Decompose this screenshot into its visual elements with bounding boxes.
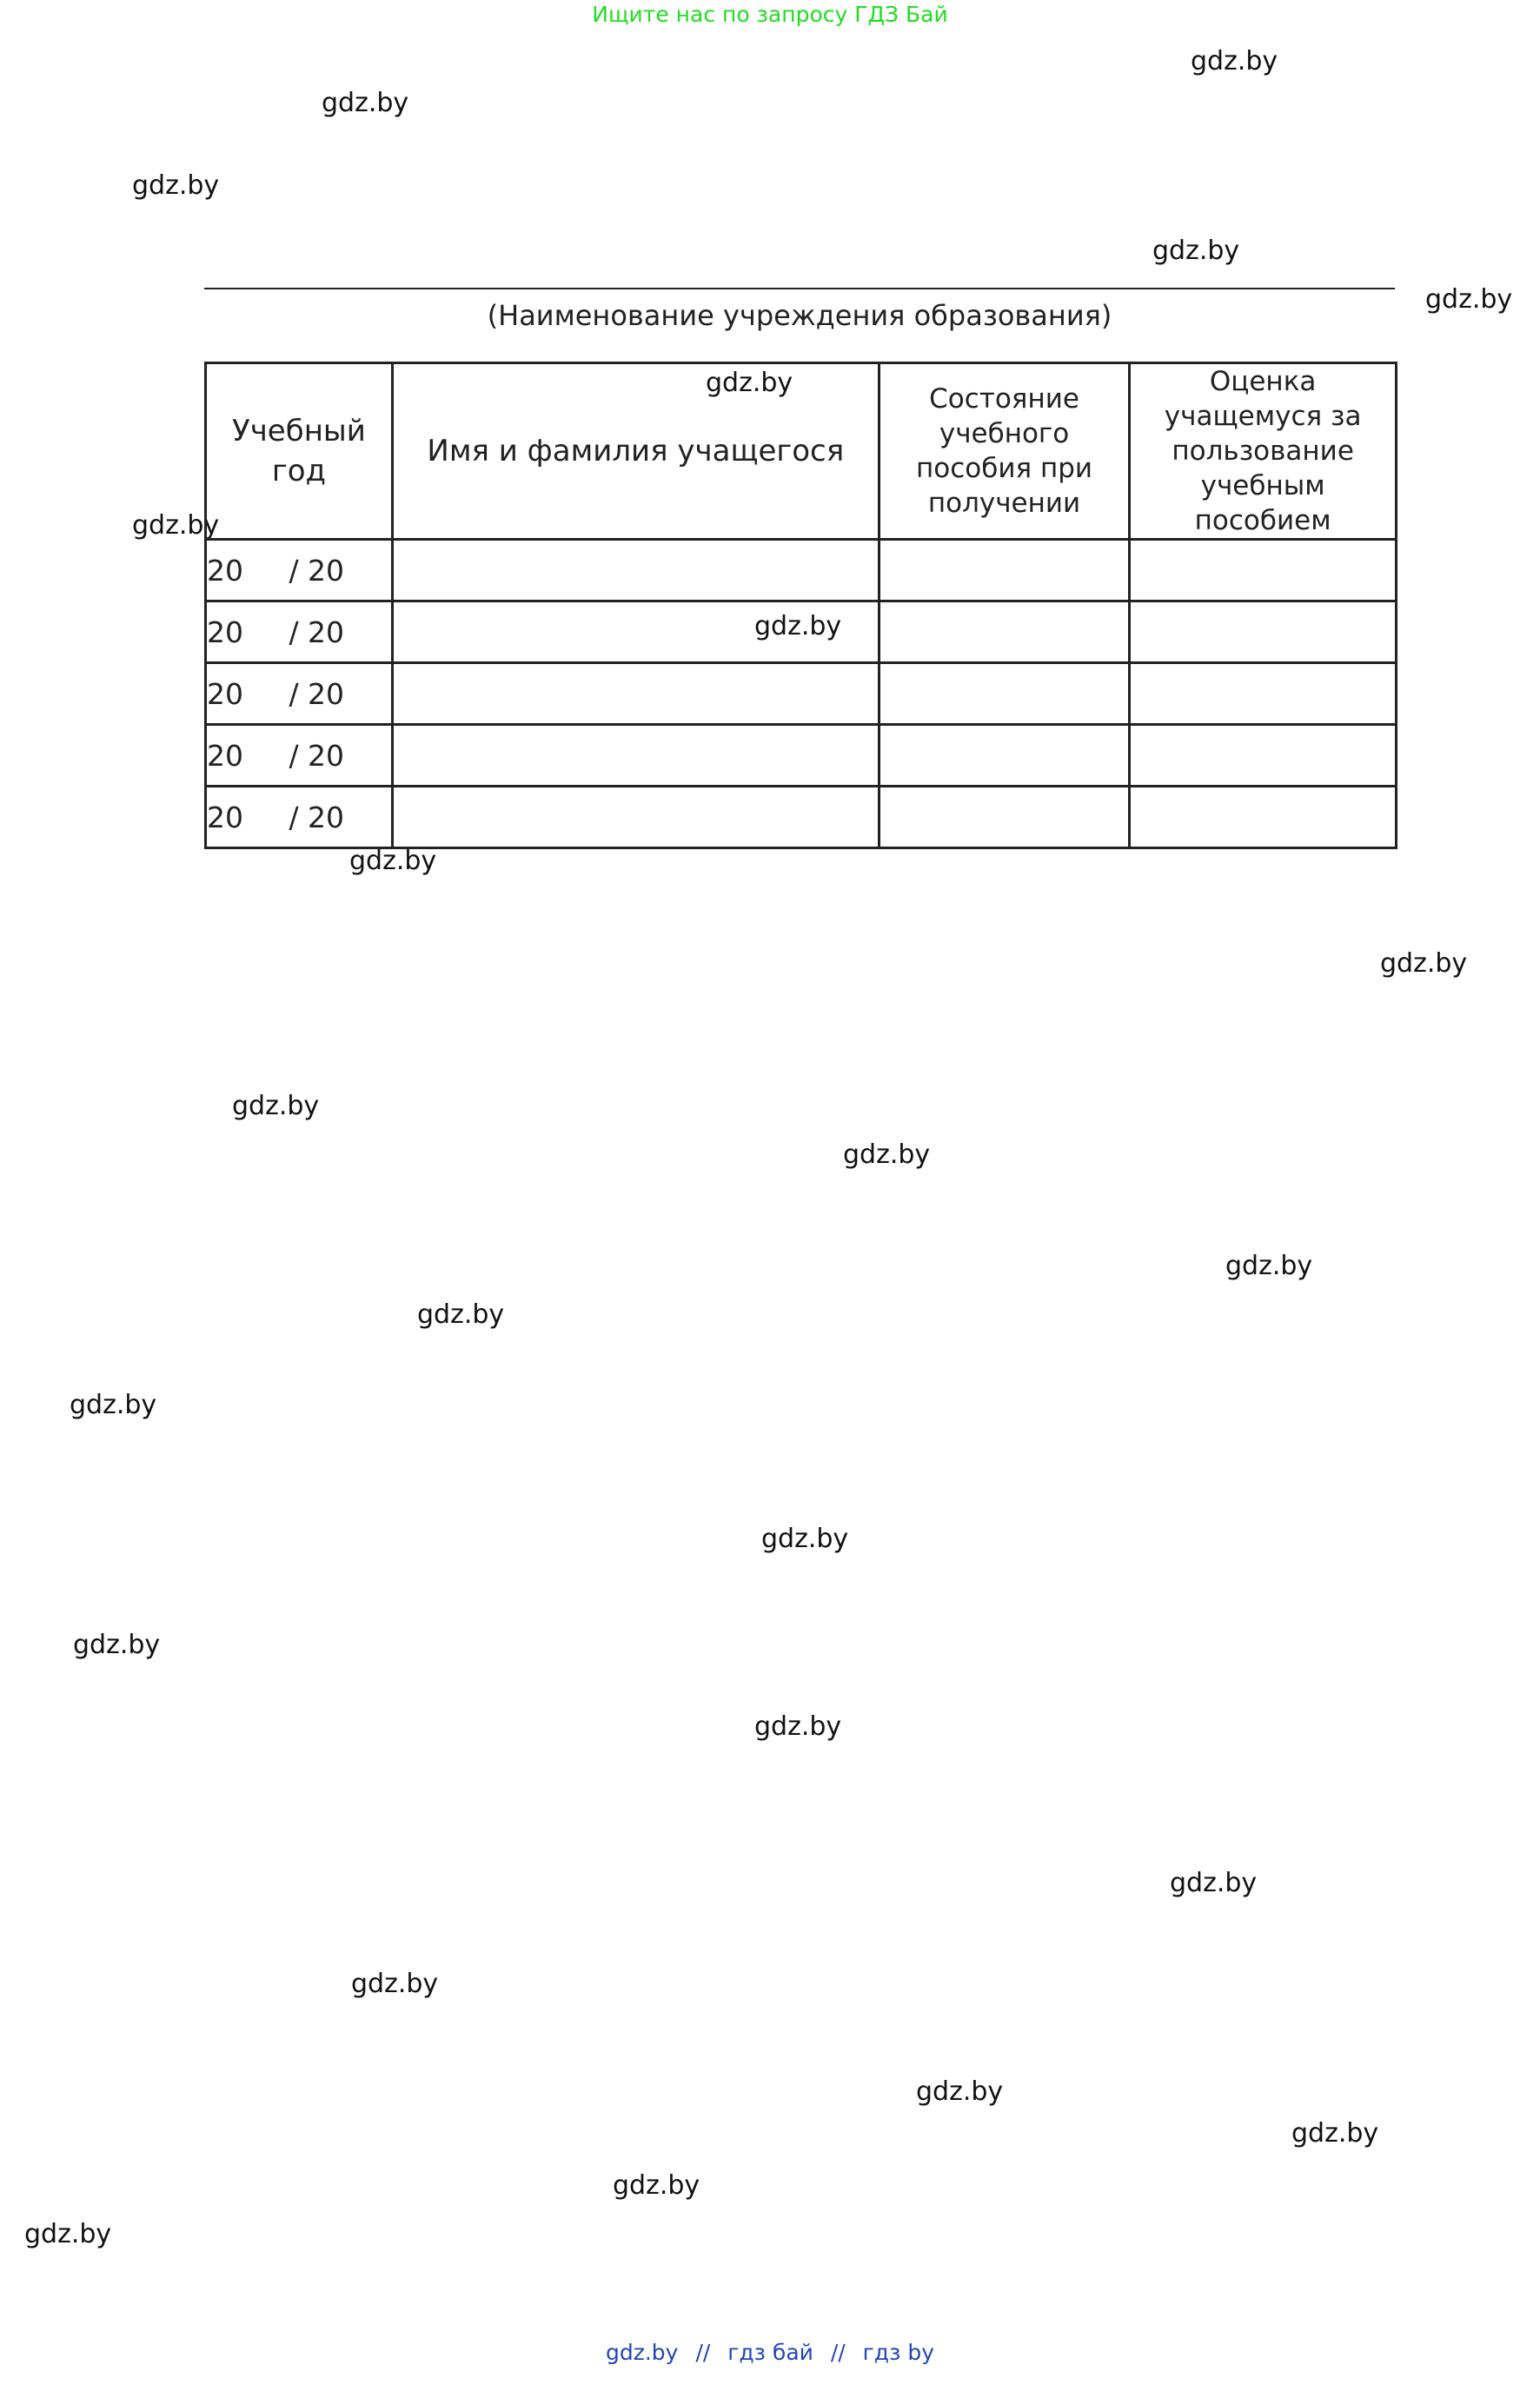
watermark: gdz.by (1225, 1251, 1313, 1281)
table-header-row (206, 363, 1397, 540)
institution-caption: (Наименование учреждения образования) (487, 299, 1112, 332)
footer-link-gdz-by[interactable]: gdz.by (606, 2340, 679, 2365)
watermark: gdz.by (351, 1969, 439, 1999)
header-student-name: Имя и фамилия учащегося (392, 363, 879, 540)
watermark: gdz.by (1291, 2118, 1379, 2149)
name-cell (392, 540, 879, 601)
watermark: gdz.by (613, 2170, 700, 2201)
name-cell (392, 725, 879, 787)
condition-cell (879, 663, 1130, 725)
condition-cell (879, 540, 1130, 601)
header-academic-year: Учебный год (206, 363, 393, 540)
watermark: gdz.by (1170, 1868, 1258, 1898)
watermark: gdz.by (73, 1630, 161, 1660)
year-cell: 20 / 20 (206, 601, 393, 663)
year-cell: 20 / 20 (206, 787, 393, 848)
grade-cell (1130, 725, 1397, 787)
watermark: gdz.by (754, 611, 842, 641)
watermark: gdz.by (349, 846, 437, 876)
watermark: gdz.by (754, 1711, 842, 1742)
watermark: gdz.by (706, 368, 793, 398)
header-book-condition: Состояние учебного пособия при получении (879, 363, 1130, 540)
year-cell: 20 / 20 (206, 663, 393, 725)
grade-cell (1130, 663, 1397, 725)
table-row (206, 787, 1397, 848)
watermark: gdz.by (24, 2219, 112, 2249)
footer-separator: // (695, 2340, 711, 2365)
textbook-register-table (204, 362, 1397, 849)
table-row (206, 601, 1397, 663)
footer-link-gdz-by-alt[interactable]: гдз by (862, 2340, 934, 2365)
year-cell: 20 / 20 (206, 725, 393, 787)
condition-cell (879, 601, 1130, 663)
watermark: gdz.by (761, 1524, 849, 1554)
watermark: gdz.by (132, 170, 220, 201)
name-cell (392, 663, 879, 725)
institution-name-line (204, 288, 1395, 289)
footer-separator: // (830, 2340, 846, 2365)
table-row (206, 725, 1397, 787)
watermark: gdz.by (232, 1091, 320, 1121)
watermark: gdz.by (916, 2076, 1004, 2107)
header-student-grade: Оценка учащемуся за пользование учебным пособием (1130, 363, 1397, 540)
footer-link-gdz-bai[interactable]: гдз бай (727, 2340, 813, 2365)
watermark: gdz.by (1380, 948, 1468, 979)
watermark: gdz.by (417, 1299, 505, 1330)
footer-links (0, 2340, 1540, 2365)
watermark: gdz.by (843, 1139, 931, 1170)
watermark: gdz.by (132, 510, 220, 541)
top-banner: Ищите нас по запросу ГДЗ Бай (592, 2, 948, 27)
grade-cell (1130, 540, 1397, 601)
watermark: gdz.by (1191, 46, 1278, 76)
watermark: gdz.by (1152, 236, 1240, 266)
grade-cell (1130, 787, 1397, 848)
condition-cell (879, 725, 1130, 787)
year-cell: 20 / 20 (206, 540, 393, 601)
condition-cell (879, 787, 1130, 848)
table-row (206, 663, 1397, 725)
name-cell (392, 601, 879, 663)
name-cell (392, 787, 879, 848)
grade-cell (1130, 601, 1397, 663)
watermark: gdz.by (70, 1390, 157, 1420)
table-row (206, 540, 1397, 601)
watermark: gdz.by (1425, 284, 1513, 315)
watermark: gdz.by (322, 88, 409, 118)
